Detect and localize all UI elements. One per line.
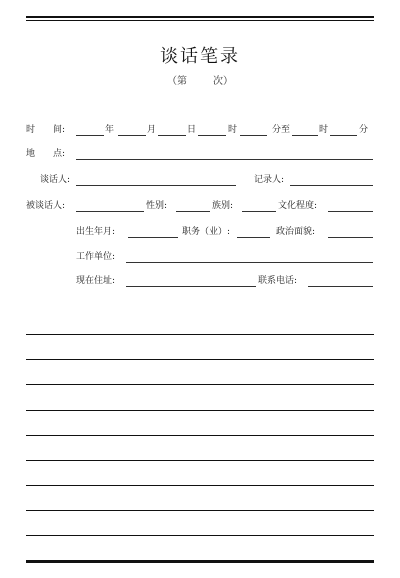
position-label: 职务（业）: (182, 227, 231, 237)
interviewee-label: 被谈话人: (26, 201, 66, 211)
address-label: 现在住址: (76, 276, 116, 286)
workplace-row (0, 251, 400, 265)
birth-field[interactable] (128, 237, 178, 238)
interviewer-field[interactable] (76, 185, 236, 186)
top-border-thick (26, 16, 374, 18)
education-label: 文化程度: (278, 201, 318, 211)
gender-label: 性别: (146, 201, 168, 211)
hour-end-unit: 时 (319, 125, 329, 135)
writing-line[interactable] (26, 510, 374, 511)
top-border-thin (26, 20, 374, 21)
minute-end-unit: 分 (359, 125, 369, 135)
recorder-field[interactable] (290, 185, 373, 186)
interviewer-row (0, 174, 400, 188)
subtitle-close: 次） (213, 76, 233, 87)
subtitle-open: （第 (167, 76, 187, 87)
interviewer-label: 谈话人: (40, 175, 71, 185)
phone-label: 联系电话: (258, 276, 298, 286)
year-unit: 年 (105, 125, 115, 135)
writing-line[interactable] (26, 384, 374, 385)
month-unit: 月 (147, 125, 157, 135)
education-field[interactable] (328, 211, 373, 212)
gender-field[interactable] (176, 211, 210, 212)
interviewee-field[interactable] (76, 211, 144, 212)
ethnicity-label: 族别: (212, 201, 234, 211)
birth-label: 出生年月: (76, 227, 116, 237)
writing-line[interactable] (26, 334, 374, 335)
phone-field[interactable] (308, 286, 373, 287)
writing-line[interactable] (26, 435, 374, 436)
month-field[interactable] (118, 135, 146, 136)
interviewee-row (0, 200, 400, 214)
hour-end-field[interactable] (292, 135, 318, 136)
minute-to-unit: 分至 (272, 125, 291, 135)
ethnicity-field[interactable] (242, 211, 276, 212)
time-row (0, 124, 400, 138)
day-field[interactable] (158, 135, 186, 136)
hour-field[interactable] (198, 135, 226, 136)
time-label: 时 间: (26, 125, 66, 135)
writing-line[interactable] (26, 485, 374, 486)
location-label: 地 点: (26, 149, 66, 159)
bottom-border (26, 560, 374, 563)
year-field[interactable] (76, 135, 104, 136)
political-field[interactable] (328, 237, 373, 238)
minute-start-field[interactable] (240, 135, 267, 136)
recorder-label: 记录人: (254, 175, 285, 185)
location-field[interactable] (76, 159, 373, 160)
birth-row (0, 226, 400, 240)
address-field[interactable] (126, 286, 256, 287)
writing-line[interactable] (26, 410, 374, 411)
position-field[interactable] (237, 237, 270, 238)
political-label: 政治面貌: (276, 227, 316, 237)
writing-line[interactable] (26, 460, 374, 461)
document-title: 谈话笔录 (160, 46, 240, 67)
address-row (0, 275, 400, 289)
workplace-field[interactable] (126, 262, 373, 263)
writing-line[interactable] (26, 359, 374, 360)
workplace-label: 工作单位: (76, 252, 116, 262)
day-unit: 日 (187, 125, 197, 135)
minute-end-field[interactable] (330, 135, 357, 136)
writing-line[interactable] (26, 535, 374, 536)
session-number (0, 72, 400, 87)
hour-unit: 时 (228, 125, 238, 135)
location-row (0, 148, 400, 162)
